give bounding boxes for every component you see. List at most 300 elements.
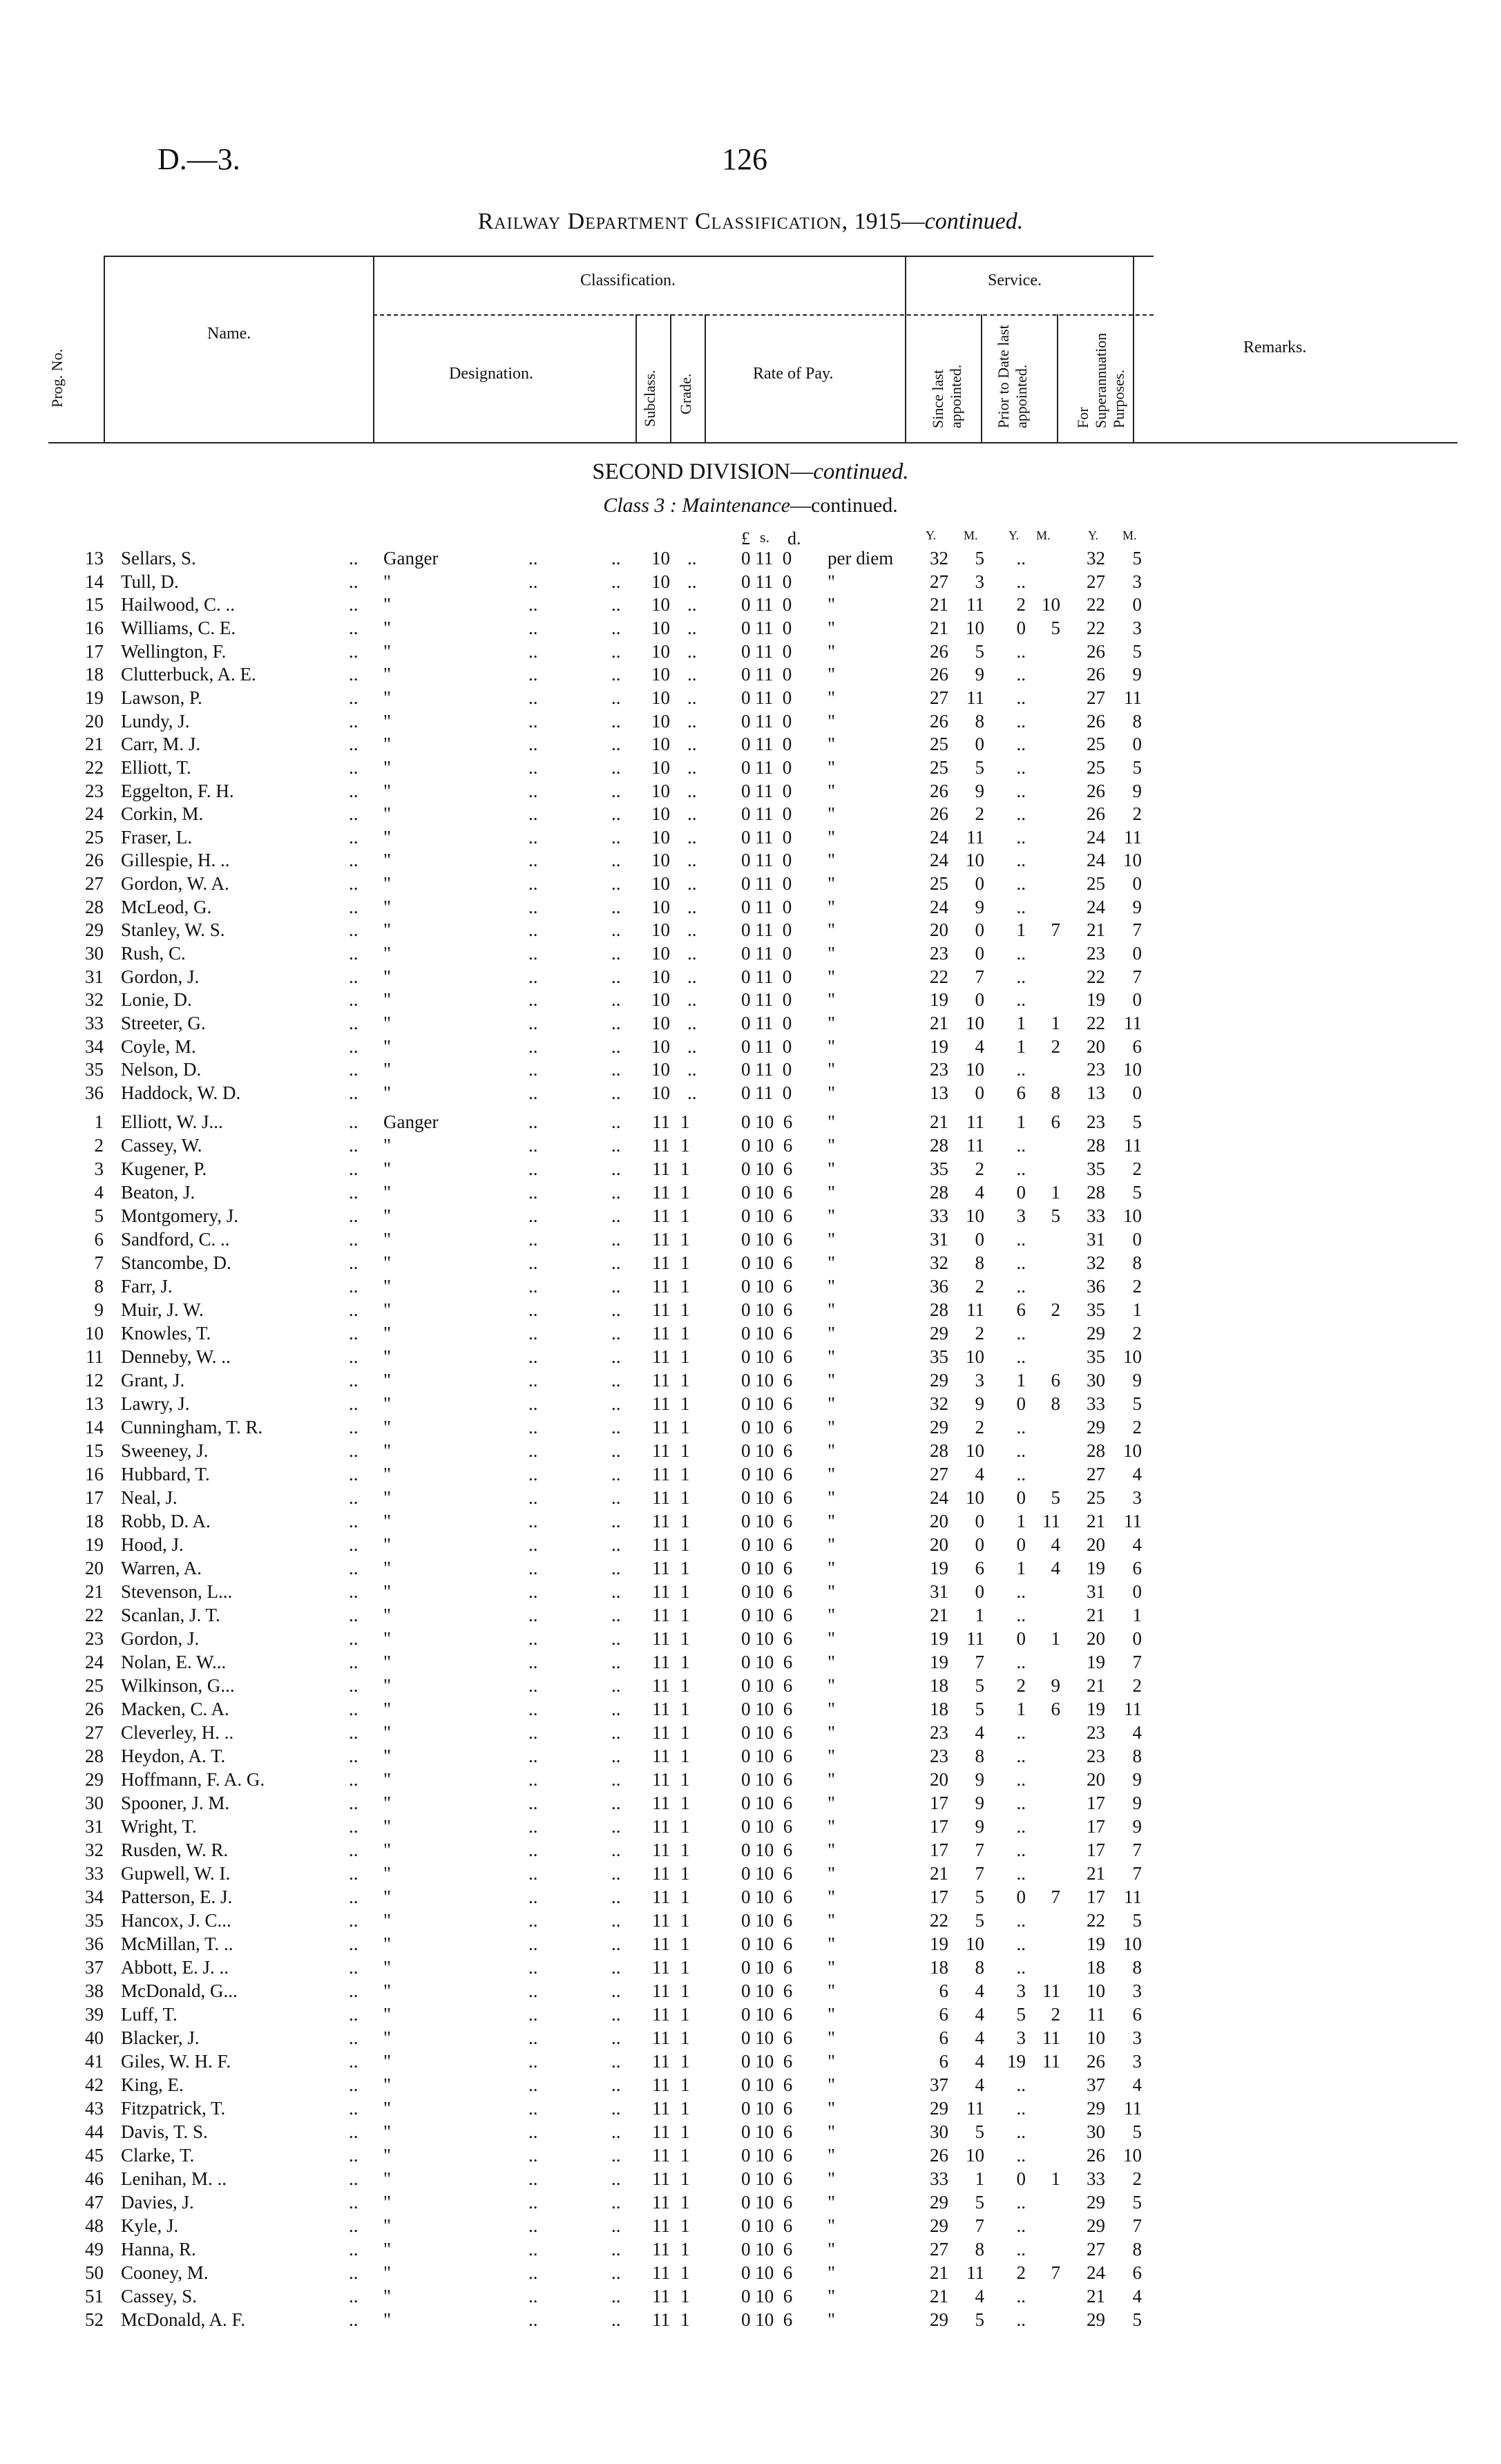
since-years: 28 [930, 1135, 948, 1156]
employee-name: Haddock, W. D. [121, 1082, 241, 1103]
leader-dots: .. [687, 919, 697, 941]
table-row [0, 1534, 1501, 1556]
super-years: 27 [1087, 2239, 1105, 2260]
super-years: 23 [1087, 1722, 1105, 1743]
leader-dots: .. [611, 1135, 621, 1156]
designation: " [383, 1980, 392, 2001]
designation: Ganger [383, 548, 439, 569]
subclass: 11 [652, 2262, 670, 2283]
header-name: Name. [207, 325, 251, 343]
rate-of-pay: 0 10 6 [741, 1605, 793, 1625]
super-months: 0 [1132, 1628, 1142, 1649]
leader-dots: .. [528, 1769, 538, 1790]
grade: 1 [680, 1370, 690, 1391]
leader-dots: .. [528, 2074, 538, 2095]
pay-period: " [828, 2004, 836, 2025]
super-years: 35 [1087, 1158, 1105, 1179]
super-months: 11 [1124, 687, 1142, 708]
leader-dots: .. [611, 2168, 621, 2189]
rate-of-pay: 0 10 6 [741, 1652, 793, 1672]
super-years: 26 [1087, 664, 1105, 685]
leader-dots: .. [349, 943, 358, 964]
leader-dots: .. [349, 1910, 358, 1931]
employee-name: Robb, D. A. [121, 1511, 211, 1531]
subclass: 11 [652, 1933, 670, 1954]
subclass: 11 [652, 1581, 670, 1602]
subclass: 10 [651, 1013, 670, 1033]
pay-period: " [828, 2145, 836, 2166]
employee-name: Elliott, T. [121, 756, 191, 778]
since-months: 9 [975, 1816, 984, 1837]
super-months: 8 [1132, 1746, 1142, 1766]
employee-name: King, E. [121, 2074, 184, 2095]
designation: " [383, 1013, 392, 1033]
leader-dots: .. [611, 664, 621, 685]
rate-of-pay: 0 10 6 [741, 1746, 793, 1766]
unit-month-super: M. [1122, 528, 1137, 542]
leader-dots: .. [687, 1013, 697, 1033]
leader-dots: .. [611, 1534, 621, 1555]
prior-years: .. [1016, 1135, 1026, 1156]
leader-dots: .. [528, 2004, 538, 2025]
prior-months: 11 [1042, 1980, 1060, 2001]
designation: " [383, 1558, 392, 1578]
since-years: 24 [930, 1487, 948, 1508]
rate-of-pay: 0 10 6 [741, 2145, 793, 2166]
leader-dots: .. [687, 1059, 697, 1080]
since-years: 29 [930, 1417, 948, 1438]
leader-dots: .. [349, 1013, 358, 1033]
prog-number: 5 [94, 1205, 104, 1226]
grade: 1 [680, 2027, 690, 2048]
grade: 1 [680, 1111, 690, 1132]
prog-number: 24 [85, 803, 104, 825]
leader-dots: .. [528, 1393, 538, 1414]
table-row [0, 2192, 1501, 2213]
prior-years: .. [1016, 989, 1026, 1011]
leader-dots: .. [349, 1059, 358, 1080]
prog-number: 46 [85, 2168, 104, 2189]
super-months: 5 [1132, 1910, 1142, 1931]
rate-of-pay: 0 11 0 [741, 734, 792, 755]
employee-name: Nelson, D. [121, 1059, 202, 1080]
leader-dots: .. [528, 756, 538, 778]
prior-months: 6 [1051, 1699, 1060, 1719]
table-row [0, 1158, 1501, 1180]
prior-months: 4 [1051, 1534, 1060, 1555]
subclass: 11 [652, 1558, 670, 1578]
subclass: 11 [652, 1910, 670, 1931]
super-months: 10 [1123, 850, 1142, 871]
prior-years: 0 [1016, 1487, 1026, 1508]
super-years: 37 [1087, 2074, 1105, 2095]
since-months: 4 [975, 2074, 984, 2095]
prior-years: .. [1016, 2098, 1026, 2119]
designation: " [383, 2215, 392, 2236]
since-months: 1 [975, 1605, 984, 1625]
since-years: 26 [930, 803, 948, 825]
table-row [0, 664, 1501, 685]
leader-dots: .. [687, 850, 697, 871]
prior-years: .. [1016, 850, 1026, 871]
super-years: 17 [1087, 1793, 1105, 1813]
prior-years: .. [1016, 1059, 1026, 1080]
subclass: 11 [652, 1628, 670, 1649]
since-months: 1 [975, 2168, 984, 2189]
super-months: 2 [1132, 1323, 1142, 1344]
prog-number: 51 [85, 2286, 104, 2307]
leader-dots: .. [687, 617, 697, 638]
leader-dots: .. [528, 966, 538, 987]
prior-years: .. [1016, 1346, 1026, 1367]
since-years: 28 [930, 1440, 948, 1461]
pay-period: " [828, 1393, 836, 1414]
subclass: 11 [652, 2098, 670, 2119]
table-row [0, 2098, 1501, 2119]
super-months: 4 [1132, 1534, 1142, 1555]
subclass: 10 [651, 594, 670, 615]
pay-period: " [828, 2074, 836, 2095]
prior-years: 6 [1016, 1299, 1026, 1320]
leader-dots: .. [687, 989, 697, 1011]
designation: " [383, 2192, 392, 2213]
prior-years: .. [1016, 687, 1026, 708]
leader-dots: .. [349, 1980, 358, 2001]
grade: 1 [680, 1464, 690, 1484]
prior-years: .. [1016, 2309, 1026, 2330]
super-months: 9 [1132, 1793, 1142, 1813]
since-years: 33 [930, 2168, 948, 2189]
prog-number: 52 [85, 2309, 104, 2330]
col-rule-prog [104, 256, 105, 442]
prog-number: 27 [85, 873, 104, 895]
leader-dots: .. [611, 1158, 621, 1179]
grade: 1 [680, 1933, 690, 1954]
subclass: 10 [651, 1035, 670, 1057]
leader-dots: .. [349, 1957, 358, 1978]
prior-years: .. [1016, 2192, 1026, 2213]
leader-dots: .. [349, 1464, 358, 1484]
super-months: 5 [1132, 640, 1142, 662]
employee-name: McLeod, G. [121, 896, 212, 917]
prior-years: .. [1016, 1464, 1026, 1484]
leader-dots: .. [349, 1887, 358, 1907]
leader-dots: .. [611, 1581, 621, 1602]
super-years: 23 [1087, 1111, 1105, 1132]
since-years: 27 [930, 2239, 948, 2260]
prior-years: 19 [1007, 2051, 1026, 2072]
leader-dots: .. [349, 734, 358, 755]
pay-period: " [828, 1059, 836, 1080]
designation: " [383, 2098, 392, 2119]
super-years: 21 [1087, 1675, 1105, 1696]
super-months: 10 [1123, 2145, 1142, 2166]
super-years: 21 [1087, 919, 1105, 941]
designation: " [383, 1440, 392, 1461]
leader-dots: .. [528, 1035, 538, 1057]
employee-name: Hood, J. [121, 1534, 184, 1555]
subclass: 11 [652, 1605, 670, 1625]
section-division: SECOND DIVISION— [592, 459, 814, 484]
table-row [0, 827, 1501, 848]
super-months: 5 [1132, 1182, 1142, 1203]
since-months: 2 [975, 803, 984, 825]
since-months: 7 [975, 966, 984, 987]
leader-dots: .. [528, 1863, 538, 1884]
grade: 1 [680, 2168, 690, 2189]
leader-dots: .. [349, 1511, 358, 1531]
super-months: 9 [1132, 896, 1142, 917]
table-row [0, 1980, 1501, 2002]
employee-name: Williams, C. E. [121, 617, 236, 638]
employee-name: Sweeney, J. [121, 1440, 209, 1461]
since-months: 9 [975, 664, 984, 685]
rate-of-pay: 0 11 0 [741, 989, 792, 1011]
since-months: 4 [975, 1722, 984, 1743]
leader-dots: .. [611, 1816, 621, 1837]
prior-years: 2 [1016, 1675, 1026, 1696]
since-years: 24 [930, 826, 948, 848]
since-months: 5 [975, 2121, 984, 2142]
leader-dots: .. [349, 571, 358, 592]
table-row [0, 1887, 1501, 1908]
rate-of-pay: 0 11 0 [741, 780, 792, 801]
employee-name: Clarke, T. [121, 2145, 195, 2166]
since-years: 29 [930, 1370, 948, 1391]
super-months: 3 [1132, 2051, 1142, 2072]
pay-period: " [828, 1276, 836, 1297]
leader-dots: .. [349, 1933, 358, 1954]
leader-dots: .. [528, 943, 538, 964]
grade: 1 [680, 1252, 690, 1273]
prog-number: 3 [94, 1158, 104, 1179]
leader-dots: .. [611, 1487, 621, 1508]
table-row [0, 1299, 1501, 1321]
rate-of-pay: 0 10 6 [741, 2262, 793, 2283]
subclass: 11 [652, 1840, 670, 1860]
prog-number: 18 [85, 1511, 104, 1531]
employee-name: Grant, J. [121, 1370, 185, 1391]
super-months: 10 [1123, 1440, 1142, 1461]
since-months: 8 [975, 2239, 984, 2260]
subclass: 11 [652, 1135, 670, 1156]
leader-dots: .. [528, 1980, 538, 2001]
prog-number: 35 [85, 1910, 104, 1931]
designation: " [383, 1605, 392, 1625]
rate-of-pay: 0 10 6 [741, 1933, 793, 1954]
prog-number: 28 [85, 1746, 104, 1766]
prior-years: 0 [1016, 1393, 1026, 1414]
prior-years: .. [1016, 1276, 1026, 1297]
designation: " [383, 1769, 392, 1790]
leader-dots: .. [349, 919, 358, 941]
super-months: 0 [1132, 943, 1142, 964]
employee-name: Patterson, E. J. [121, 1887, 233, 1907]
leader-dots: .. [349, 1581, 358, 1602]
leader-dots: .. [611, 1464, 621, 1484]
leader-dots: .. [611, 2098, 621, 2119]
employee-name: Lawson, P. [121, 687, 202, 708]
leader-dots: .. [611, 1205, 621, 1226]
table-row [0, 1863, 1501, 1884]
since-years: 30 [930, 2121, 948, 2142]
subclass: 10 [651, 826, 670, 848]
since-years: 37 [930, 2074, 948, 2095]
since-months: 0 [975, 1082, 984, 1103]
super-years: 20 [1087, 1035, 1105, 1057]
designation: " [383, 1059, 392, 1080]
grade: 1 [680, 1605, 690, 1625]
super-months: 2 [1132, 2168, 1142, 2189]
designation: " [383, 1746, 392, 1766]
prior-years: .. [1016, 1816, 1026, 1837]
leader-dots: .. [349, 1417, 358, 1438]
prior-years: .. [1016, 710, 1026, 732]
since-months: 0 [975, 943, 984, 964]
leader-dots: .. [611, 1628, 621, 1649]
prior-years: .. [1016, 1605, 1026, 1625]
super-years: 30 [1087, 1370, 1105, 1391]
super-years: 22 [1087, 617, 1105, 638]
employee-name: Corkin, M. [121, 803, 204, 825]
subclass: 11 [652, 1793, 670, 1813]
super-months: 6 [1132, 1558, 1142, 1578]
rate-of-pay: 0 10 6 [741, 1722, 793, 1743]
designation: " [383, 1628, 392, 1649]
super-years: 20 [1087, 1628, 1105, 1649]
leader-dots: .. [611, 896, 621, 917]
leader-dots: .. [349, 1722, 358, 1743]
leader-dots: .. [349, 2004, 358, 2025]
leader-dots: .. [611, 1370, 621, 1391]
pay-period: " [828, 1464, 836, 1484]
since-years: 19 [930, 1652, 948, 1672]
super-years: 32 [1087, 548, 1105, 569]
since-months: 4 [975, 1035, 984, 1057]
leader-dots: .. [528, 710, 538, 732]
designation: " [383, 1417, 392, 1438]
section-continued: continued. [813, 459, 909, 484]
employee-name: Wilkinson, G... [121, 1675, 235, 1696]
since-years: 32 [930, 548, 948, 569]
super-years: 32 [1087, 1252, 1105, 1273]
pay-period: " [828, 1417, 836, 1438]
super-years: 22 [1087, 1910, 1105, 1931]
subclass: 10 [651, 850, 670, 871]
subclass: 10 [651, 1059, 670, 1080]
designation: " [383, 1035, 392, 1057]
designation: " [383, 1229, 392, 1250]
super-months: 7 [1132, 1840, 1142, 1860]
leader-dots: .. [611, 1035, 621, 1057]
super-months: 7 [1132, 966, 1142, 987]
employee-name: Macken, C. A. [121, 1699, 229, 1719]
pay-period: " [828, 873, 836, 895]
since-months: 5 [975, 2192, 984, 2213]
leader-dots: .. [611, 734, 621, 755]
prior-years: 0 [1016, 617, 1026, 638]
leader-dots: .. [687, 548, 697, 569]
employee-name: Beaton, J. [121, 1182, 195, 1203]
prior-years: .. [1016, 1793, 1026, 1813]
prog-number: 21 [85, 734, 104, 755]
since-years: 6 [939, 2051, 948, 2072]
class-continued: —continued. [790, 494, 898, 517]
prog-number: 25 [85, 1675, 104, 1696]
leader-dots: .. [528, 2168, 538, 2189]
prog-number: 14 [85, 1417, 104, 1438]
leader-dots: .. [687, 896, 697, 917]
subclass: 11 [652, 2168, 670, 2189]
rate-of-pay: 0 11 0 [741, 687, 792, 708]
prog-number: 15 [85, 594, 104, 615]
grade: 1 [680, 1182, 690, 1203]
since-years: 23 [930, 1059, 948, 1080]
subclass: 11 [652, 1746, 670, 1766]
super-months: 9 [1132, 1370, 1142, 1391]
designation: " [383, 919, 392, 941]
employee-name: McDonald, A. F. [121, 2309, 246, 2330]
leader-dots: .. [611, 1675, 621, 1696]
employee-name: Lonie, D. [121, 989, 192, 1011]
header-prog-no: Prog. No. [48, 349, 66, 408]
since-years: 20 [930, 919, 948, 941]
leader-dots: .. [611, 571, 621, 592]
pay-period: per diem [828, 548, 894, 569]
employee-name: Gupwell, W. I. [121, 1863, 231, 1884]
since-months: 9 [975, 896, 984, 917]
employee-name: Hoffmann, F. A. G. [121, 1769, 265, 1790]
prior-months: 2 [1051, 1299, 1060, 1320]
leader-dots: .. [611, 548, 621, 569]
pay-period: " [828, 1558, 836, 1578]
pay-period: " [828, 1722, 836, 1743]
prior-years: 1 [1016, 1035, 1026, 1057]
leader-dots: .. [611, 826, 621, 848]
table-row [0, 781, 1501, 802]
prog-number: 34 [85, 1887, 104, 1907]
designation: " [383, 571, 392, 592]
table-row [0, 2121, 1501, 2143]
leader-dots: .. [611, 803, 621, 825]
prog-number: 43 [85, 2098, 104, 2119]
employee-name: Davies, J. [121, 2192, 194, 2213]
super-months: 5 [1132, 2309, 1142, 2330]
employee-name: McDonald, G... [121, 1980, 238, 2001]
employee-name: Fitzpatrick, T. [121, 2098, 226, 2119]
prior-years: 1 [1016, 1013, 1026, 1033]
designation: " [383, 1652, 392, 1672]
since-months: 5 [975, 548, 984, 569]
subclass: 11 [652, 1675, 670, 1696]
super-years: 30 [1087, 2121, 1105, 2142]
employee-name: Lawry, J. [121, 1393, 190, 1414]
prog-number: 14 [85, 571, 104, 592]
header-since-last: Since last appointed. [929, 364, 964, 428]
unit-pence: d. [787, 528, 801, 548]
rate-of-pay: 0 10 6 [741, 1346, 793, 1367]
super-years: 24 [1087, 2262, 1105, 2283]
pay-period: " [828, 2121, 836, 2142]
leader-dots: .. [611, 687, 621, 708]
since-years: 20 [930, 1769, 948, 1790]
leader-dots: .. [611, 1323, 621, 1344]
leader-dots: .. [611, 1393, 621, 1414]
prog-number: 16 [85, 1464, 104, 1484]
since-years: 6 [939, 2004, 948, 2025]
super-years: 27 [1087, 687, 1105, 708]
super-years: 29 [1087, 2309, 1105, 2330]
